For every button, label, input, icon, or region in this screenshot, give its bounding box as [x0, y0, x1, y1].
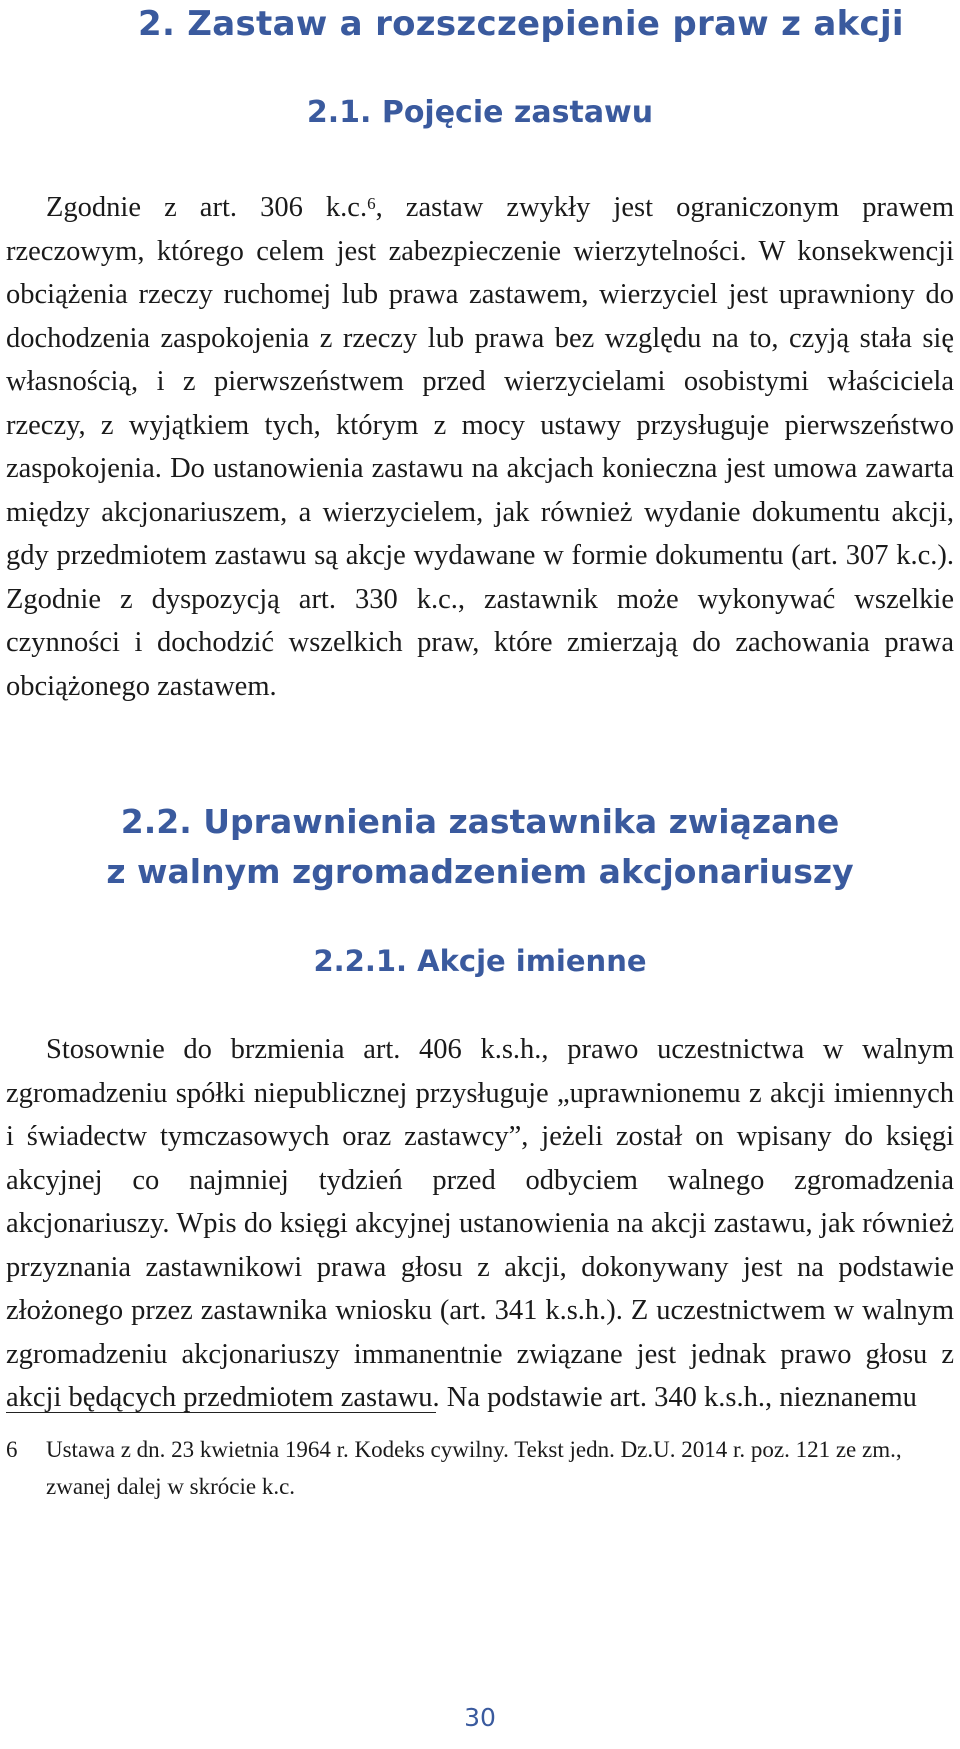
- chapter-heading: 2. Zastaw a rozszczepienie praw z akcji: [138, 4, 904, 44]
- paragraph2-text: Stosownie do brzmienia art. 406 k.s.h., prawo uczestnictwa w walnym zgromadzeniu spółki niepublicznej przysługuje „uprawnionemu z akcji imiennych i świadectw tymczasowych oraz zastawcy”, jeżeli został on wpisany do księgi akcyjnej co najmniej tydzień przed odbyciem walnego zgromadzenia akcjonariuszy. Wpis do księgi akcyjnej ustanowienia na akcji zastawu, jak również przyznania zastawnikowi prawa głosu z akcji, dokonywany jest na podstawie złożonego przez zastawnika wniosku (art. 341 k.s.h.). Z uczestnictwem w walnym zgromadzeniu akcjonariuszy immanentnie związane jest jednak prawo głosu z akcji będących przedmiotem zastawu. Na podstawie art. 340 k.s.h., nieznanemu: [6, 1034, 954, 1413]
- subsection-heading: [0, 797, 960, 897]
- paragraph1-rest: , zastaw zwykły jest ograniczonym prawem rzeczowym, którego celem jest zabezpieczenie wierzytelności. W konsekwencji obciążenia rzeczy ruchomej lub prawa zastawem, wierzyciel jest uprawniony do dochodzenia zaspokojenia z rzeczy lub prawa bez względu na to, czyją stała się własnością, i z pierwszeństwem przed wierzycielami osobistymi właściciela rzeczy, z wyjątkiem tych, którym z mocy ustawy przysługuje pierwszeństwo zaspokojenia. Do ustanowienia zastawu na akcjach konieczna jest umowa zawarta między akcjonariuszem, a wierzycielem, jak również wydanie dokumentu akcji, gdy przedmiotem zastawu są akcje wydawane w formie dokumentu (art. 307 k.c.). Zgodnie z dyspozycją art. 330 k.c., zastawnik może wykonywać wszelkie czynności i dochodzić wszelkich praw, które zmierzają do zachowania prawa obciążonego zastawem.: [6, 192, 954, 702]
- footnote-text: Ustawa z dn. 23 kwietnia 1964 r. Kodeks cywilny. Tekst jedn. Dz.U. 2014 r. poz. 121 ze zm., zwanej dalej w skrócie k.c.: [46, 1437, 902, 1499]
- footnote-separator: [6, 1412, 436, 1413]
- body-paragraph-2: [6, 1028, 954, 1420]
- footnote-number: 6: [6, 1437, 18, 1462]
- paragraph1-start: Zgodnie z art. 306 k.c.: [46, 192, 368, 223]
- subsection-heading-line-2: z walnym zgromadzeniem akcjonariuszy: [106, 852, 854, 891]
- footnote: [6, 1431, 954, 1505]
- page-number: 30: [464, 1703, 496, 1732]
- subsection-heading-line-1: 2.2. Uprawnienia zastawnika związane: [120, 802, 840, 841]
- sub-subsection-heading: 2.2.1. Akcje imienne: [313, 944, 647, 978]
- footnote-reference: 6: [367, 194, 376, 213]
- body-paragraph-1: [6, 186, 954, 708]
- section-heading: 2.1. Pojęcie zastawu: [306, 95, 654, 130]
